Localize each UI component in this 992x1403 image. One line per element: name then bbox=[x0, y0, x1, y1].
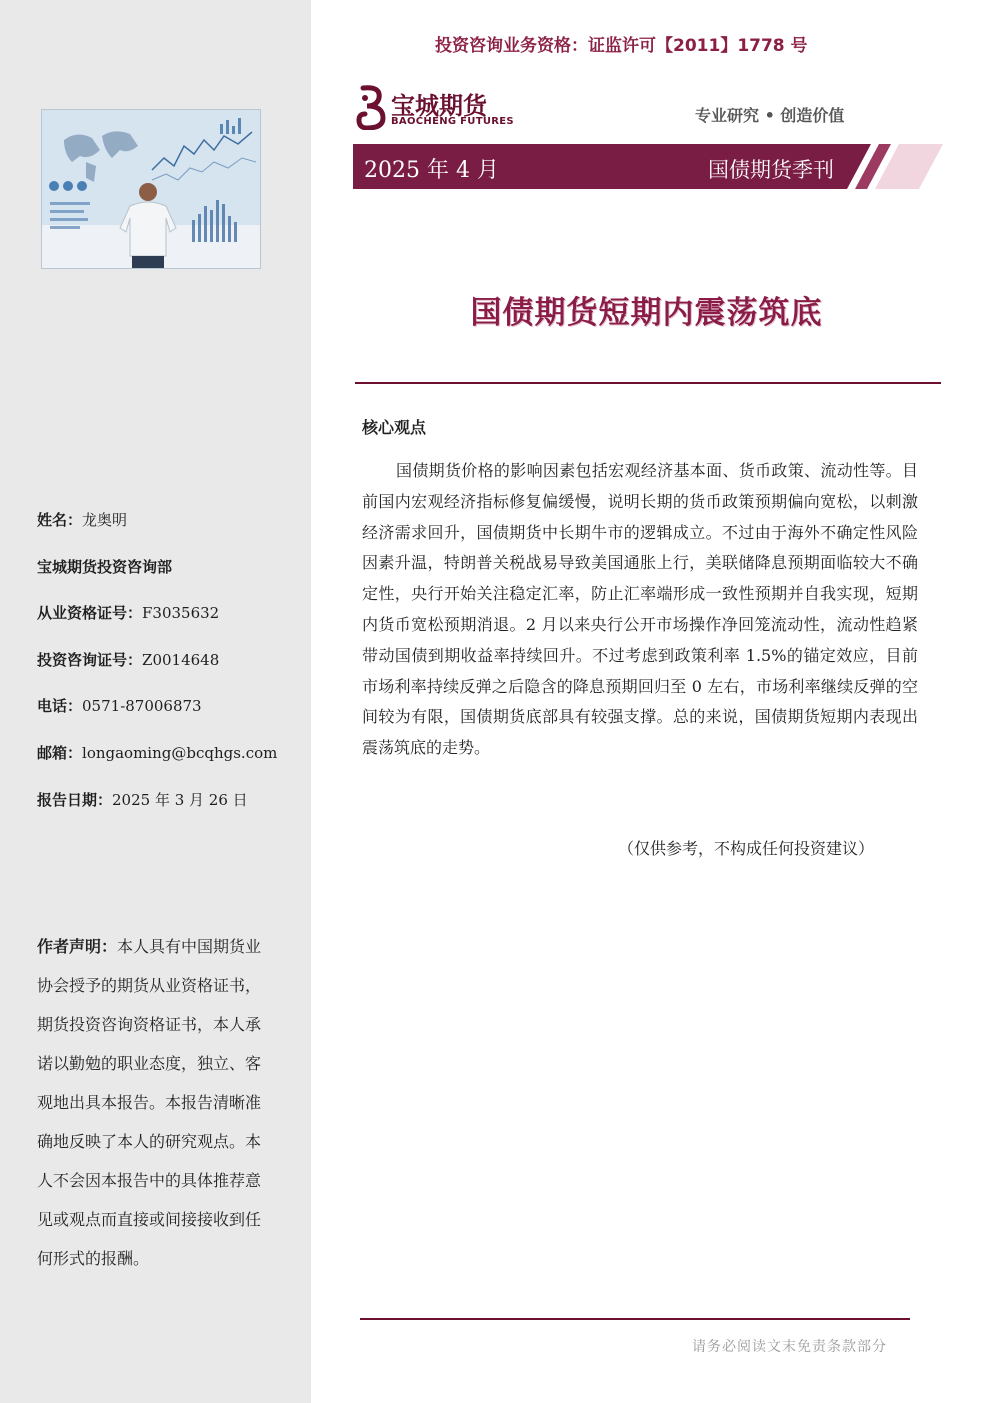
email-row bbox=[37, 742, 277, 763]
qualification-value: F3035632 bbox=[142, 604, 220, 622]
qualification-row bbox=[37, 602, 219, 623]
footer-note: 请务必阅读文末免责条款部分 bbox=[692, 1339, 887, 1355]
section-heading: 核心观点 bbox=[362, 418, 427, 437]
author-name-row bbox=[37, 509, 127, 530]
department-row bbox=[37, 556, 172, 577]
phone-value: 0571-87006873 bbox=[82, 697, 202, 715]
report-date-row bbox=[37, 789, 248, 810]
businessman-chart-illustration bbox=[42, 110, 260, 268]
author-declaration bbox=[37, 927, 273, 1278]
declaration-label: 作者声明： bbox=[37, 937, 118, 956]
report-date-label: 报告日期： bbox=[37, 791, 113, 809]
hero-image bbox=[41, 109, 261, 269]
advisory-value: Z0014648 bbox=[142, 651, 220, 669]
phone-row bbox=[37, 695, 202, 716]
report-date-value: 2025 年 3 月 26 日 bbox=[112, 791, 248, 809]
report-title: 国债期货短期内震荡筑底 bbox=[470, 295, 823, 331]
name-label: 姓名： bbox=[37, 511, 83, 529]
license-statement: 投资咨询业务资格：证监许可【2011】1778 号 bbox=[435, 36, 808, 56]
company-slogan: 专业研究 • 创造价值 bbox=[695, 106, 845, 125]
declaration-text: 本人具有中国期货业协会授予的期货从业资格证书，期货投资咨询资格证书，本人承诺以勤勉的职业态度，独立、客观地出具本报告。本报告清晰准确地反映了本人的研究观点。本人不会因本报告中的具体推荐意见或观点而直接或间接接收到任何形式的报酬。 bbox=[37, 937, 262, 1268]
company-logo bbox=[355, 84, 525, 130]
investment-disclaimer: （仅供参考，不构成任何投资建议） bbox=[618, 839, 875, 858]
footer-divider bbox=[360, 1318, 910, 1320]
logo-chinese-name: 宝城期货 bbox=[391, 92, 487, 120]
issue-date: 2025 年 4 月 bbox=[364, 158, 499, 183]
core-view-paragraph: 国债期货价格的影响因素包括宏观经济基本面、货币政策、流动性等。目前国内宏观经济指标修复偏缓慢，说明长期的货币政策预期偏向宽松，以刺激经济需求回升，国债期货中长期牛市的逻辑成立。不过由于海外不确定性风险因素升温，特朗普关税战易导致美国通胀上行，美联储降息预期面临较大不确定性，央行开始关注稳定汇率，防止汇率端形成一致性预期并自我实现，短期内货币宽松预期消退。2 月以来央行公开市场操作净回笼流动性，流动性趋紧带动国债到期收益率持续回升。不过考虑到政策利率 1.5%的锚定效应，目前市场利率持续反弹之后隐含的降息预期回归至 0 左右，市场利率继续反弹的空间较为有限，国债期货底部具有较强支撑。总的来说，国债期货短期内表现出震荡筑底的走势。 bbox=[362, 461, 918, 758]
department-name: 宝城期货投资咨询部 bbox=[37, 558, 173, 576]
title-divider bbox=[355, 382, 941, 384]
email-value: longaoming@bcqhgs.com bbox=[82, 744, 278, 762]
qualification-label: 从业资格证号： bbox=[37, 604, 143, 622]
advisory-label: 投资咨询证号： bbox=[37, 651, 143, 669]
advisory-row bbox=[37, 649, 219, 670]
logo-english-name: BAOCHENG FUTURES bbox=[391, 116, 514, 127]
report-series: 国债期货季刊 bbox=[708, 158, 834, 182]
phone-label: 电话： bbox=[37, 697, 83, 715]
name-value: 龙奥明 bbox=[82, 511, 128, 529]
email-label: 邮箱： bbox=[37, 744, 83, 762]
author-sidebar bbox=[0, 0, 311, 1403]
baocheng-logo-icon bbox=[355, 84, 389, 130]
